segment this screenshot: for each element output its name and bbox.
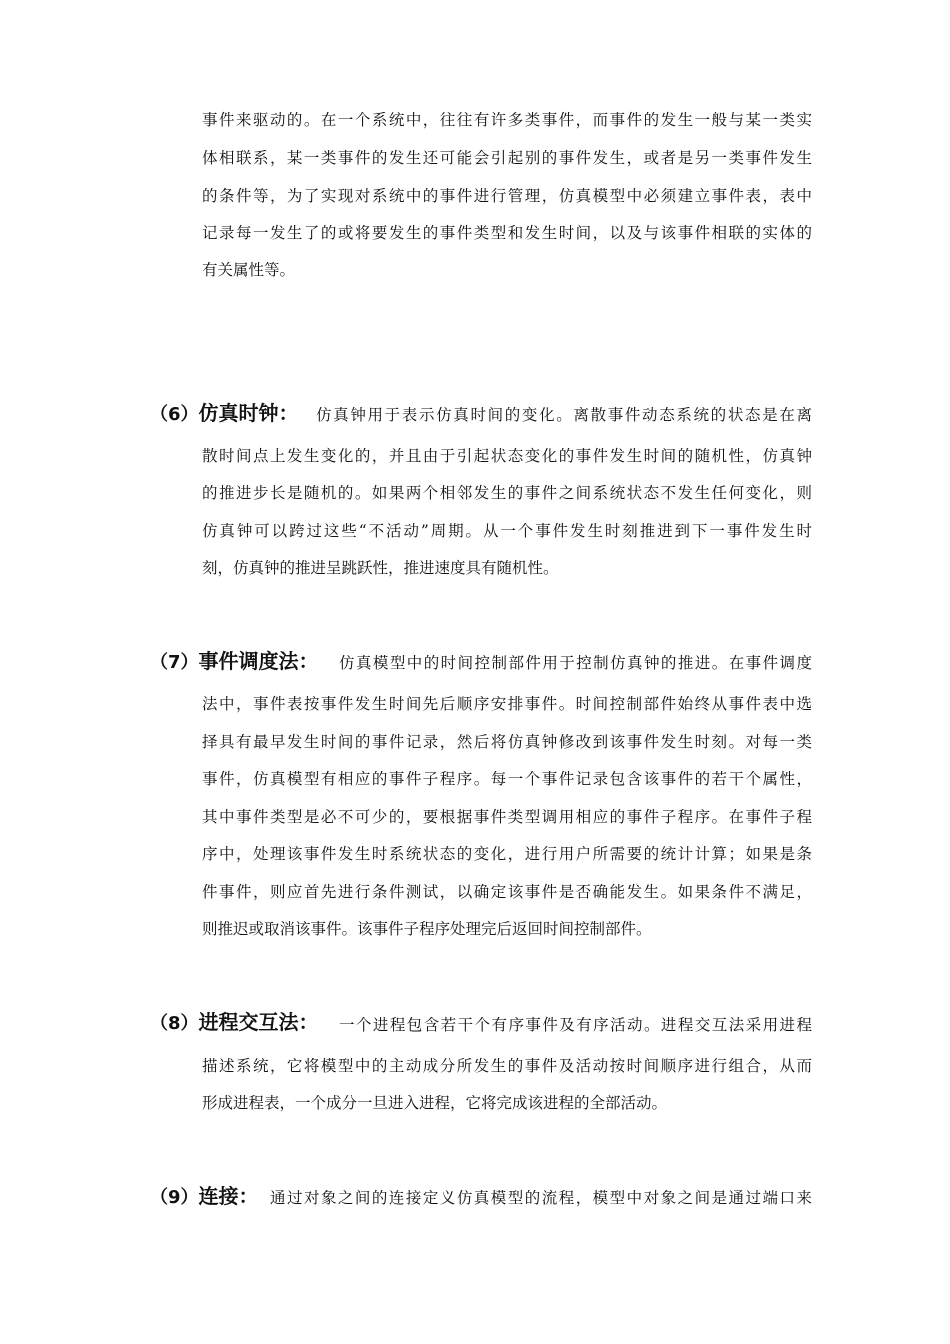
section-number: （8）: [150, 1013, 199, 1034]
paragraph-line: 件事件，则应首先进行条件测试，以确定该事件是否确能发生。如果条件不满足，: [202, 883, 812, 901]
paragraph-line: 记录每一发生了的或将要发生的事件类型和发生时间，以及与该事件相联的实体的: [202, 224, 812, 242]
paragraph-line: 的推进步长是随机的。如果两个相邻发生的事件之间系统状态不发生任何变化，则: [202, 484, 812, 502]
paragraph-line: 描述系统，它将模型中的主动成分所发生的事件及活动按时间顺序进行组合，从而: [202, 1057, 812, 1075]
paragraph-line: 有关属性等。: [202, 261, 296, 279]
section-lead-text: 通过对象之间的连接定义仿真模型的流程，模型中对象之间是通过端口来: [270, 1189, 812, 1207]
section-lead-text: 仿真模型中的时间控制部件用于控制仿真钟的推进。在事件调度: [339, 654, 812, 672]
paragraph-line: 刻，仿真钟的推进呈跳跃性，推进速度具有随机性。: [202, 559, 559, 577]
section-heading: [150, 1006, 319, 1035]
section-term: 连接：: [198, 1184, 259, 1208]
section-number: （6）: [150, 404, 199, 425]
paragraph-line: 其中事件类型是必不可少的，要根据事件类型调用相应的事件子程序。在事件子程: [202, 808, 812, 826]
section-heading: [150, 645, 319, 674]
section-lead-text: 一个进程包含若干个有序事件及有序活动。进程交互法采用进程: [339, 1016, 812, 1034]
section-term: 进程交互法：: [198, 1010, 319, 1034]
section-lead-text: 仿真钟用于表示仿真时间的变化。离散事件动态系统的状态是在离: [316, 406, 812, 424]
paragraph-line: 散时间点上发生变化的，并且由于引起状态变化的事件发生时间的随机性，仿真钟: [202, 447, 812, 465]
paragraph-line: 择具有最早发生时间的事件记录，然后将仿真钟修改到该事件发生时刻。对每一类: [202, 733, 812, 751]
paragraph-line: 形成进程表，一个成分一旦进入进程，它将完成该进程的全部活动。: [202, 1094, 668, 1112]
section-number: （7）: [150, 652, 199, 673]
section-heading: [150, 1180, 259, 1209]
paragraph-line: 则推迟或取消该事件。该事件子程序处理完后返回时间控制部件。: [202, 920, 652, 938]
section-number: （9）: [150, 1187, 199, 1208]
paragraph-line: 的条件等，为了实现对系统中的事件进行管理，仿真模型中必须建立事件表，表中: [202, 187, 812, 205]
paragraph-line: 事件来驱动的。在一个系统中，往往有许多类事件，而事件的发生一般与某一类实: [202, 111, 812, 129]
section-heading: [150, 397, 299, 426]
section-term: 仿真时钟：: [198, 401, 299, 425]
paragraph-line: 序中，处理该事件发生时系统状态的变化，进行用户所需要的统计计算；如果是条: [202, 845, 812, 863]
paragraph-line: 体相联系，某一类事件的发生还可能会引起别的事件发生，或者是另一类事件发生: [202, 149, 812, 167]
paragraph-line: 仿真钟可以跨过这些“不活动”周期。从一个事件发生时刻推进到下一事件发生时: [202, 522, 812, 540]
paragraph-line: 事件，仿真模型有相应的事件子程序。每一个事件记录包含该事件的若干个属性，: [202, 770, 812, 788]
section-term: 事件调度法：: [198, 649, 319, 673]
paragraph-line: 法中，事件表按事件发生时间先后顺序安排事件。时间控制部件始终从事件表中选: [202, 695, 812, 713]
